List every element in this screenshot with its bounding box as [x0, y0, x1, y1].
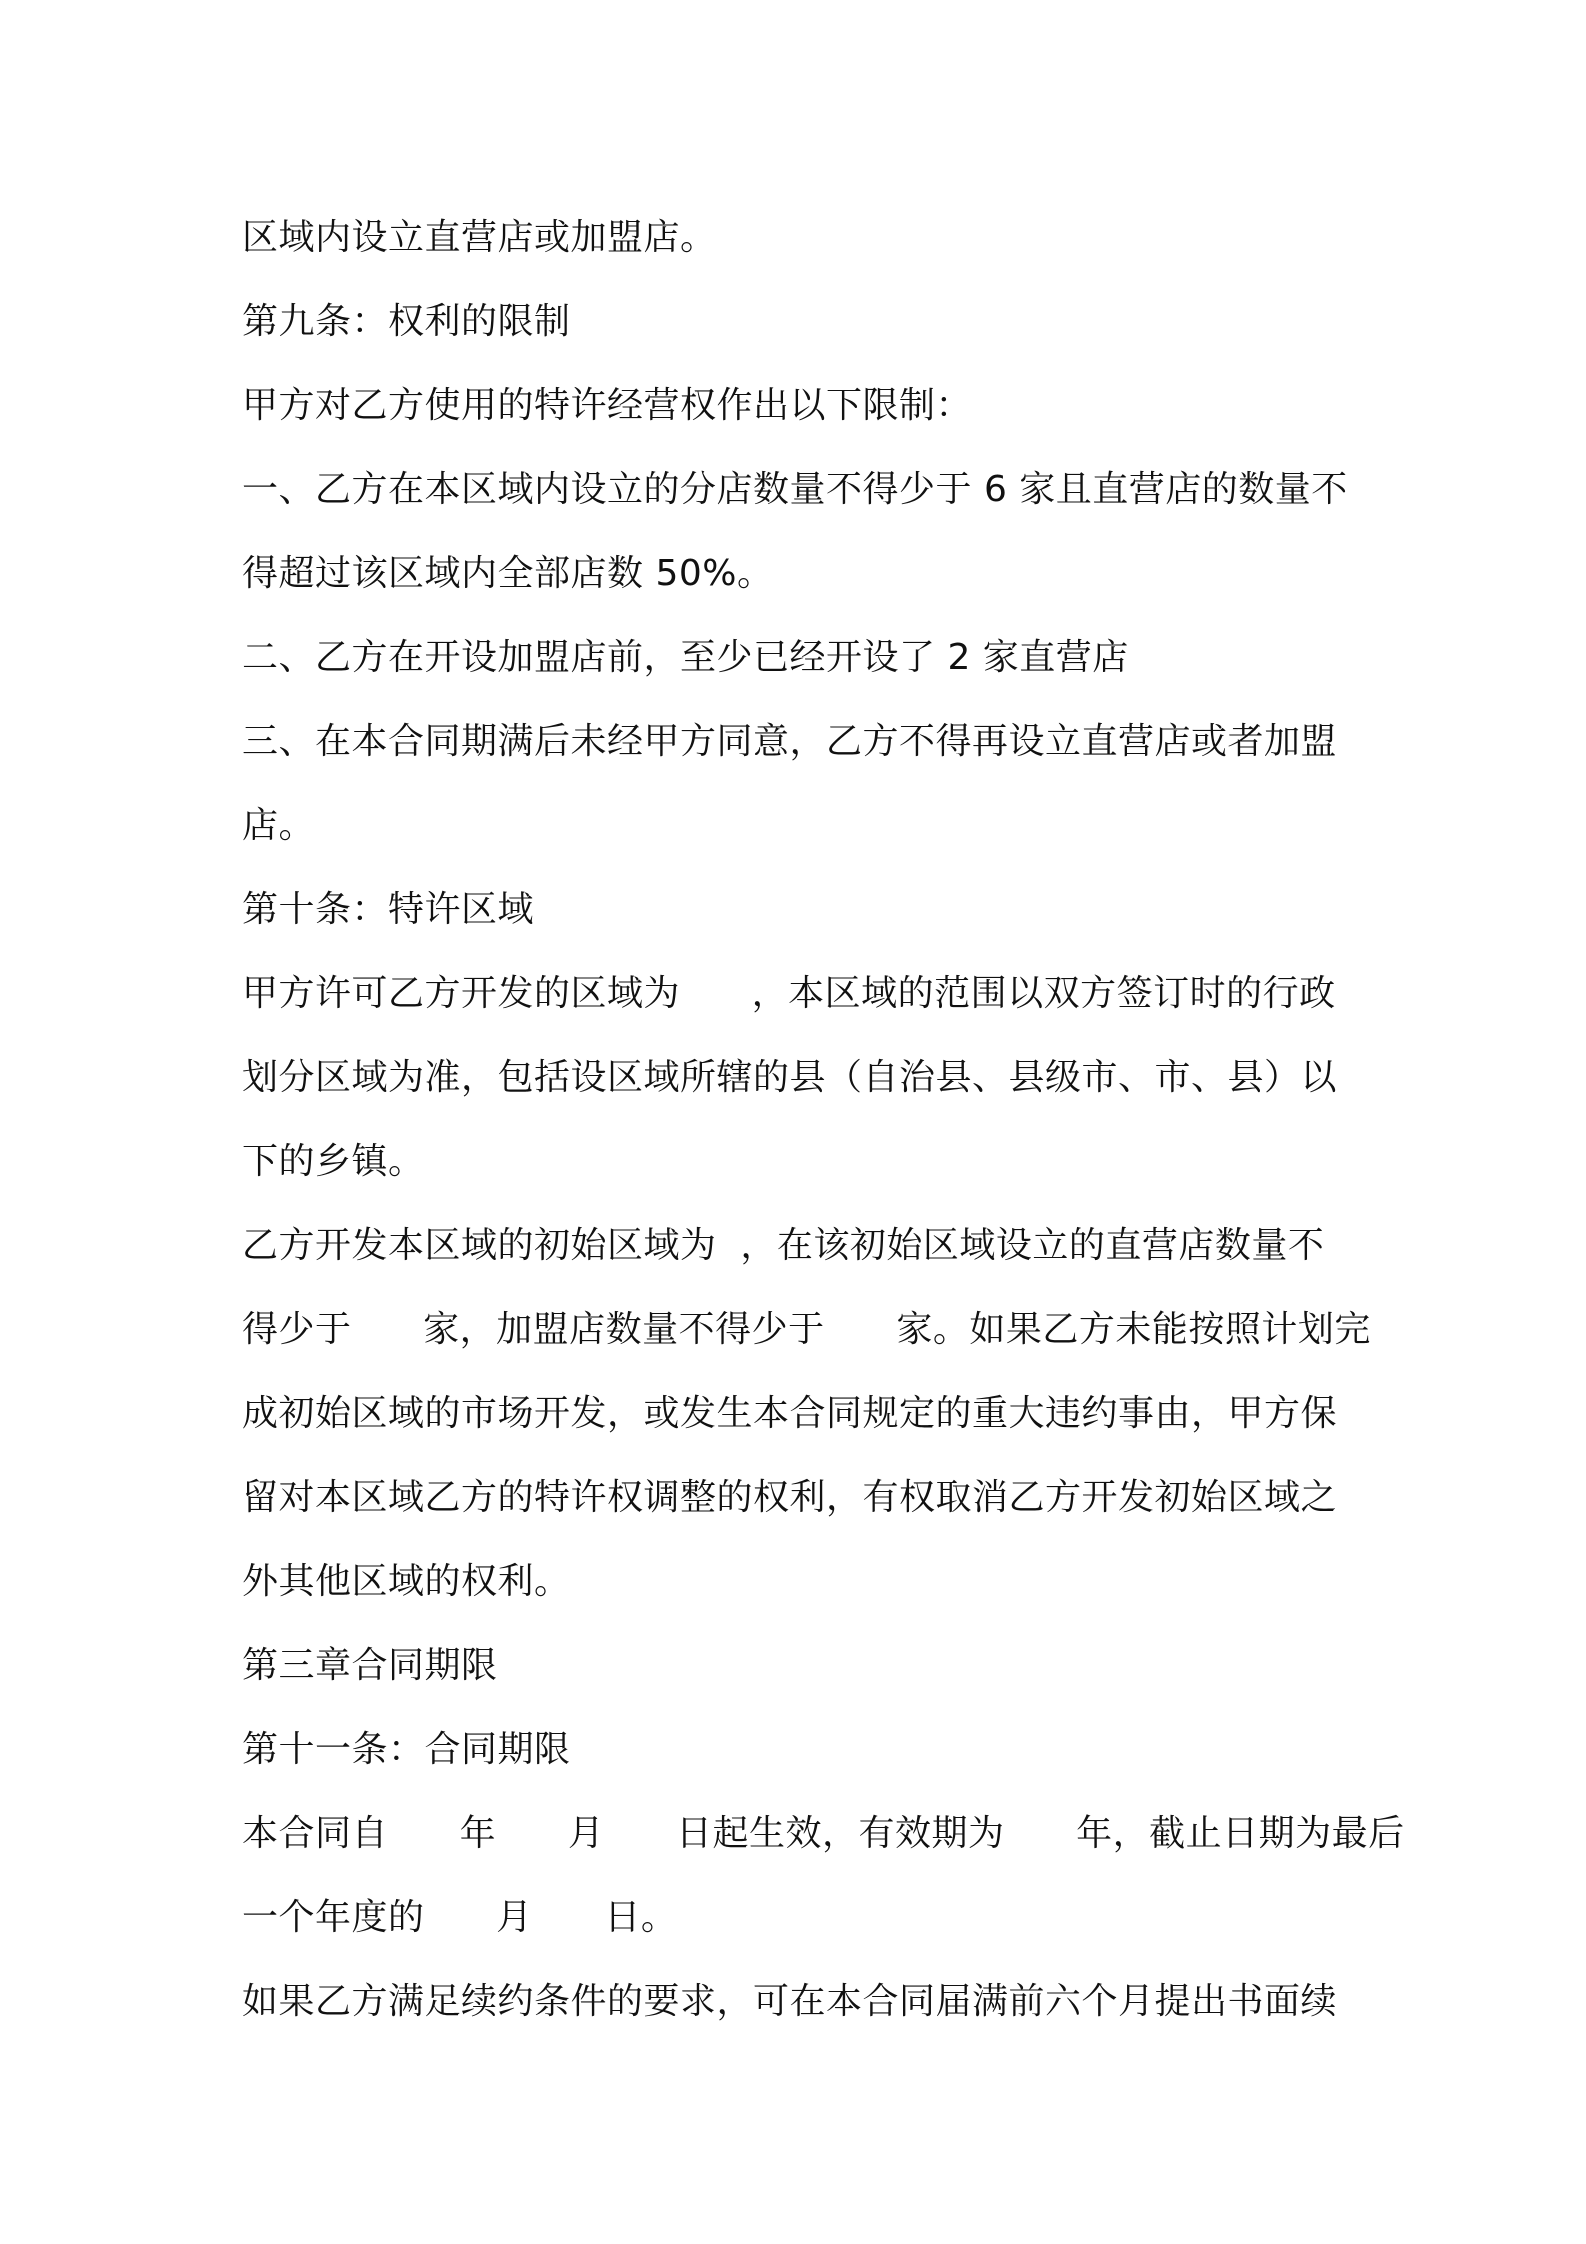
document-body — [242, 196, 1405, 2044]
article-9-item-2: 二、乙方在开设加盟店前，至少已经开设了 2 家直营店 — [242, 637, 1129, 678]
article-11-para-1-line-2: 一个年度的 月 日。 — [242, 1897, 678, 1938]
article-9-item-1-line-2: 得超过该区域内全部店数 50%。 — [242, 553, 774, 594]
article-9-heading: 第九条：权利的限制 — [242, 301, 571, 342]
article-9-item-3-line-1: 三、在本合同期满后未经甲方同意，乙方不得再设立直营店或者加盟 — [242, 721, 1338, 762]
paragraph-continuation: 区域内设立直营店或加盟店。 — [242, 217, 717, 258]
article-11-para-1-line-1: 本合同自 年 月 日起生效，有效期为 年，截止日期为最后 — [242, 1813, 1405, 1854]
article-10-para-2-line-4: 留对本区域乙方的特许权调整的权利，有权取消乙方开发初始区域之 — [242, 1477, 1338, 1518]
article-9-item-3-line-2: 店。 — [242, 805, 316, 846]
article-11-para-2-line-1: 如果乙方满足续约条件的要求，可在本合同届满前六个月提出书面续 — [242, 1981, 1338, 2022]
article-10-heading: 第十条：特许区域 — [242, 889, 535, 930]
article-9-intro: 甲方对乙方使用的特许经营权作出以下限制： — [242, 385, 973, 426]
article-10-para-1-line-2: 划分区域为准，包括设区域所辖的县（自治县、县级市、市、县）以 — [242, 1057, 1338, 1098]
article-10-para-2-line-5: 外其他区域的权利。 — [242, 1561, 571, 1602]
article-11-heading: 第十一条：合同期限 — [242, 1729, 571, 1770]
article-10-para-2-line-3: 成初始区域的市场开发，或发生本合同规定的重大违约事由，甲方保 — [242, 1393, 1338, 1434]
article-10-para-1-line-3: 下的乡镇。 — [242, 1141, 425, 1182]
article-10-para-1-line-1: 甲方许可乙方开发的区域为 ，本区域的范围以双方签订时的行政 — [242, 973, 1336, 1014]
article-9-item-1-line-1: 一、乙方在本区域内设立的分店数量不得少于 6 家且直营店的数量不 — [242, 469, 1348, 510]
article-10-para-2-line-1: 乙方开发本区域的初始区域为 ，在该初始区域设立的直营店数量不 — [242, 1225, 1325, 1266]
article-10-para-2-line-2: 得少于 家，加盟店数量不得少于 家。如果乙方未能按照计划完 — [242, 1309, 1371, 1350]
chapter-3-heading: 第三章合同期限 — [242, 1645, 498, 1686]
